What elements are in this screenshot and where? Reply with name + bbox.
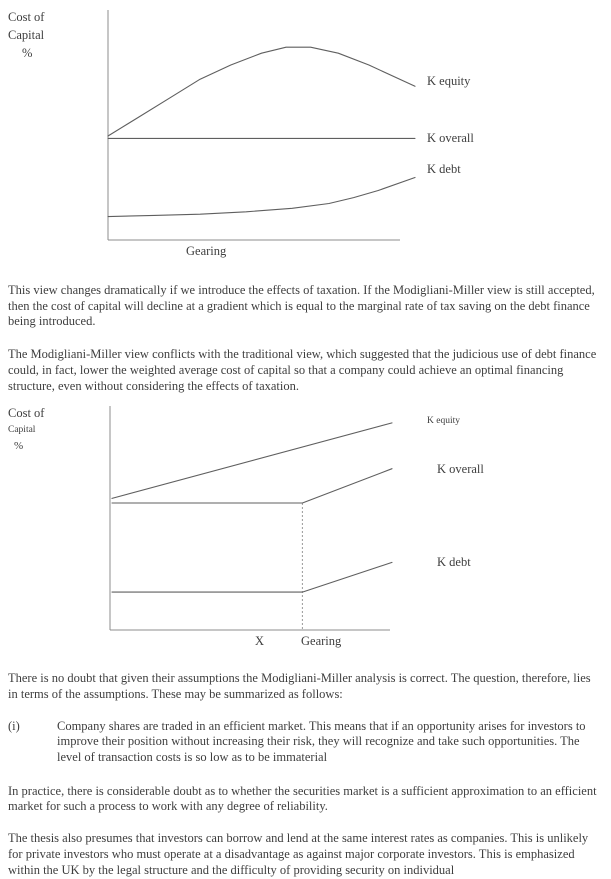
paragraph-assumptions-intro: There is no doubt that given their assumptions the Modigliani-Miller analysis is correct. The question, therefore, lies in terms of the assumptions. These may be summarized as follows:	[8, 671, 591, 701]
series-line-k-debt	[108, 178, 415, 217]
label-k-overall: K overall	[437, 462, 484, 477]
figure-modigliani-miller-chart	[0, 0, 611, 266]
ylabel-line: Cost of	[8, 10, 45, 24]
label-k-overall: K overall	[427, 131, 474, 145]
figure2-x-axis-label: Gearing	[301, 634, 342, 649]
ylabel-line: Capital	[8, 28, 45, 42]
series-line-k-overall	[112, 469, 392, 503]
series-line-k-equity	[112, 423, 392, 499]
paragraph-borrow-lend: The thesis also presumes that investors can borrow and lend at the same interest rates as companies. This is unlikely for private investors who must operate at a disadvantage as against major corporate investors. This is emphasized within the UK by the legal structure and the difficulty of providing security on individual	[8, 831, 589, 877]
label-k-debt: K debt	[437, 555, 471, 570]
figure1-x-axis-label: Gearing	[186, 244, 227, 258]
label-k-equity: K equity	[427, 74, 471, 88]
figure2-plot	[0, 404, 611, 656]
paragraph-market-doubt: In practice, there is considerable doubt as to whether the securities market is a sufficient approximation to an efficient market for such a process to work with any degree of reliability.	[8, 783, 597, 814]
ylabel-line: %	[22, 46, 33, 60]
ylabel-line: Cost of	[8, 406, 45, 421]
series-line-k-equity	[108, 47, 415, 136]
figure2-x-marker: X	[255, 634, 265, 649]
label-k-debt: K debt	[427, 162, 461, 176]
ylabel-line: Capital	[8, 425, 36, 436]
series-line-k-debt	[112, 563, 392, 593]
list-item-text: Company shares are traded in an efficient market. This means that if an opportunity arises for investors to improve their position without increasing their risk, they will recognize and take such opportunities. The level of transaction costs is so low as to be immaterial	[57, 718, 586, 765]
label-k-equity: K equity	[427, 416, 460, 427]
list-item-marker: (i)	[8, 718, 20, 733]
figure1-plot	[0, 0, 611, 266]
figure1-series-lines	[108, 47, 415, 216]
paragraph-taxation-effect: This view changes dramatically if we introduce the effects of taxation. If the Modigliani-Miller view is still accepted, then the cost of capital will decline at a gradient which is equal to the marginal rate of tax saving on the debt finance being introduced.	[8, 283, 595, 329]
paragraph-traditional-view: The Modigliani-Miller view conflicts with the traditional view, which suggested that the judicious use of debt finance could, in fact, lower the weighted average cost of capital so that a company could achieve an optimal financing structure, even without considering the effects of taxation.	[8, 347, 597, 393]
figure-traditional-view-chart	[0, 404, 611, 656]
list-item-i	[8, 719, 603, 766]
ylabel-line: %	[14, 440, 24, 453]
figure2-series-lines	[112, 423, 392, 630]
